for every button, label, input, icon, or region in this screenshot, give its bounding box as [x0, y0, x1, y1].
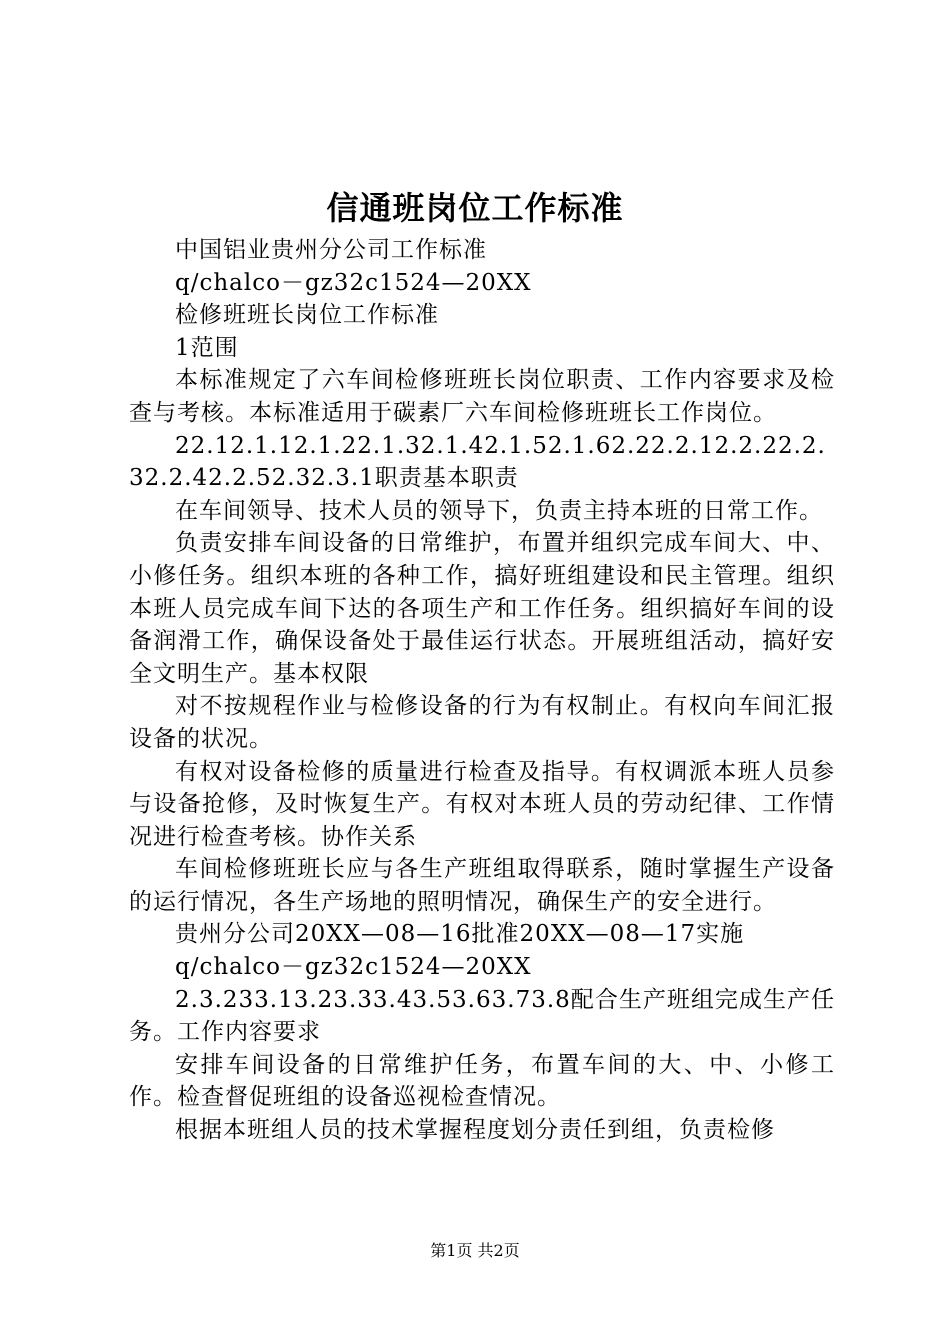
paragraph-authority-1: 对不按规程作业与检修设备的行为有权制止。有权向车间汇报设备的状况。: [129, 693, 835, 752]
paragraph-subtitle: 检修班班长岗位工作标准: [175, 302, 439, 329]
paragraph-section-numbers: 22.12.1.12.1.22.1.32.1.42.1.52.1.62.22.2.12.2.22.2.32.2.42.2.52.32.3.1职责基本职责: [129, 432, 826, 492]
paragraph-duty-2: 负责安排车间设备的日常维护，布置并组织完成车间大、中、小修任务。组织本班的各种工作，搞好班组建设和民主管理。组织本班人员完成车间下达的各项生产和工作任务。组织搞好车间的设备润滑工作，确保设备处于最佳运行状态。开展班组活动，搞好安全文明生产。基本权限: [129, 530, 835, 687]
document-title: 信通班岗位工作标准: [326, 189, 624, 227]
paragraph-authority-2: 有权对设备检修的质量进行检查及指导。有权调派本班人员参与设备抢修，及时恢复生产。有权对本班人员的劳动纪律、工作情况进行检查考核。协作关系: [129, 758, 835, 850]
paragraph-cooperation: 车间检修班班长应与各生产班组取得联系，随时掌握生产设备的运行情况，各生产场地的照明情况，确保生产的安全进行。: [129, 856, 835, 915]
paragraph-standard-code-2: q/chalco－gz32c1524—20XX: [175, 954, 532, 981]
paragraph-work-content-1: 安排车间设备的日常维护任务，布置车间的大、中、小修工作。检查督促班组的设备巡视检查情况。: [129, 1051, 835, 1111]
paragraph-standard-code: q/chalco－gz32c1524—20XX: [175, 269, 532, 296]
paragraph-section-numbers-2: 2.3.233.13.23.33.43.53.63.73.8配合生产班组完成生产任务。工作内容要求: [129, 986, 835, 1046]
paragraph-section-scope: 1范围: [175, 334, 239, 361]
paragraph-company-standard: 中国铝业贵州分公司工作标准: [175, 237, 487, 263]
paragraph-scope-text: 本标准规定了六车间检修班班长岗位职责、工作内容要求及检查与考核。本标准适用于碳素厂六车间检修班班长工作岗位。: [129, 367, 835, 426]
paragraph-duty-1: 在车间领导、技术人员的领导下，负责主持本班的日常工作。: [175, 497, 823, 524]
paragraph-work-content-2: 根据本班组人员的技术掌握程度划分责任到组，负责检修: [175, 1117, 775, 1144]
page-footer: 第1页 共2页: [430, 1241, 520, 1260]
document-body: [129, 234, 835, 1147]
paragraph-approval: 贵州分公司20XX—08—16批准20XX—08—17实施: [175, 921, 745, 948]
